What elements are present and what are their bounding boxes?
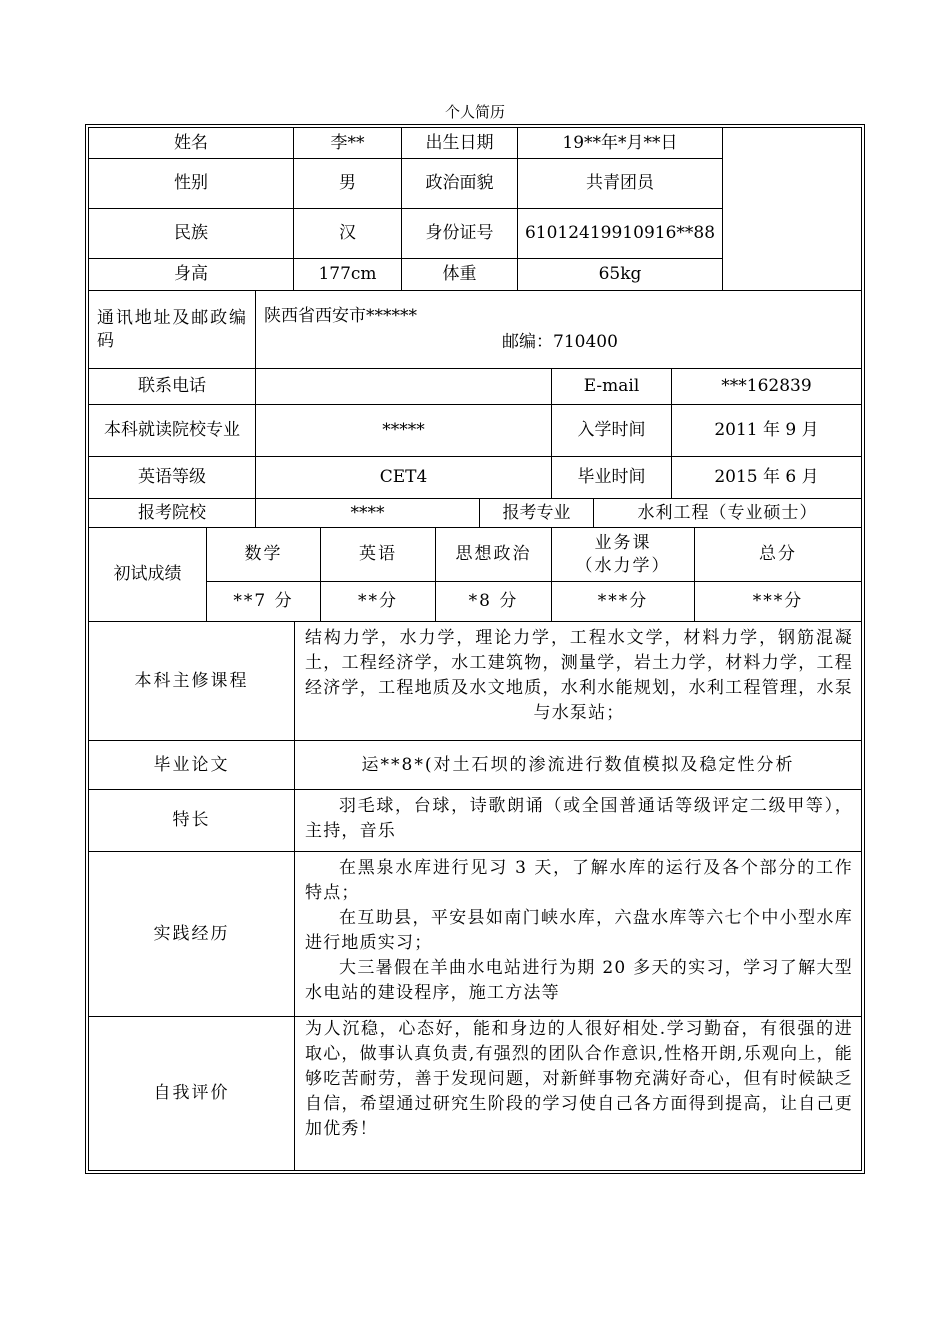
id-label: 身份证号 [401, 208, 518, 259]
height-value: 177cm [293, 258, 402, 291]
weight-label: 体重 [401, 258, 518, 291]
politics-value: 共青团员 [517, 158, 723, 209]
graduation-value: 2015 年 6 月 [671, 456, 862, 499]
target-school-label: 报考院校 [88, 498, 256, 528]
graduation-label: 毕业时间 [551, 456, 672, 499]
address-value [255, 290, 862, 369]
undergrad-school-value: ***** [255, 404, 552, 457]
score-math: **7 分 [206, 581, 321, 622]
courses-value: 结构力学，水力学，理论力学，工程水文学，材料力学，钢筋混凝土，工程经济学，水工建筑物，测量学，岩土力学，材料力学，工程经济学，工程地质及水文地质，水利水能规划，水利工程管理，水泵与水泵站； [294, 621, 862, 741]
thesis-label: 毕业论文 [88, 740, 295, 790]
ethnicity-value: 汉 [293, 208, 402, 259]
target-major-label: 报考专业 [479, 498, 594, 528]
practice-value [294, 851, 862, 1017]
practice-item: 大三暑假在羊曲水电站进行为期 20 多天的实习，学习了解大型水电站的建设程序，施工方法等 [305, 958, 853, 1003]
ethnicity-label: 民族 [88, 208, 294, 259]
score-header-politics: 思想政治 [435, 527, 552, 582]
skills-text: 羽毛球，台球，诗歌朗诵（或全国普通话等级评定二级甲等），主持，音乐 [305, 796, 853, 841]
score-professional: ***分 [551, 581, 695, 622]
practice-item: 在互助县，平安县如南门峡水库，六盘水库等六七个中小型水库进行地质实习； [305, 908, 853, 953]
score-header-professional [551, 527, 695, 582]
politics-label: 政治面貌 [401, 158, 518, 209]
practice-item: 在黑泉水库进行见习 3 天，了解水库的运行及各个部分的工作特点； [305, 858, 853, 903]
practice-label: 实践经历 [88, 851, 295, 1017]
target-major-value: 水利工程（专业硕士） [593, 498, 862, 528]
english-level-label: 英语等级 [88, 456, 256, 499]
score-header-math: 数学 [206, 527, 321, 582]
birth-value: 19**年*月**日 [517, 127, 723, 159]
professional-course-label: 业务课 [594, 532, 652, 553]
name-label: 姓名 [88, 127, 294, 159]
professional-course-subject: （水力学） [575, 555, 671, 576]
address-label: 通讯地址及邮政编码 [88, 290, 256, 369]
phone-value [255, 368, 552, 405]
courses-label: 本科主修课程 [88, 621, 295, 741]
score-english: **分 [320, 581, 436, 622]
scores-label: 初试成绩 [88, 527, 207, 622]
weight-value: 65kg [517, 258, 723, 291]
enroll-label: 入学时间 [551, 404, 672, 457]
self-evaluation-label: 自我评价 [88, 1016, 295, 1171]
thesis-value: 运**8*(对土石坝的渗流进行数值模拟及稳定性分析 [294, 740, 862, 790]
skills-value [294, 789, 862, 852]
target-school-value: **** [255, 498, 480, 528]
undergrad-school-label: 本科就读院校专业 [88, 404, 256, 457]
page-title: 个人简历 [444, 103, 505, 121]
score-politics: *8 分 [435, 581, 552, 622]
height-label: 身高 [88, 258, 294, 291]
self-evaluation-value: 为人沉稳，心态好，能和身边的人很好相处.学习勤奋，有很强的进取心，做事认真负责,有强烈的团队合作意识,性格开朗,乐观向上，能够吃苦耐劳，善于发现问题，对新鲜事物充满好奇心，但有时候缺乏自信，希望通过研究生阶段的学习使自己各方面得到提高，让自己更加优秀！ [294, 1016, 862, 1171]
score-total: ***分 [694, 581, 862, 622]
gender-label: 性别 [88, 158, 294, 209]
name-value: 李** [293, 127, 402, 159]
postcode-line: 邮编：710400 [502, 332, 618, 352]
email-label: E-mail [551, 368, 672, 405]
email-value: ***162839 [671, 368, 862, 405]
enroll-value: 2011 年 9 月 [671, 404, 862, 457]
score-header-total: 总分 [694, 527, 862, 582]
address-line: 陕西省西安市****** [264, 306, 417, 326]
gender-value: 男 [293, 158, 402, 209]
score-header-english: 英语 [320, 527, 436, 582]
id-value: 61012419910916**88 [517, 208, 723, 259]
english-level-value: CET4 [255, 456, 552, 499]
photo-area [722, 127, 862, 291]
birth-label: 出生日期 [401, 127, 518, 159]
phone-label: 联系电话 [88, 368, 256, 405]
skills-label: 特长 [88, 789, 295, 852]
